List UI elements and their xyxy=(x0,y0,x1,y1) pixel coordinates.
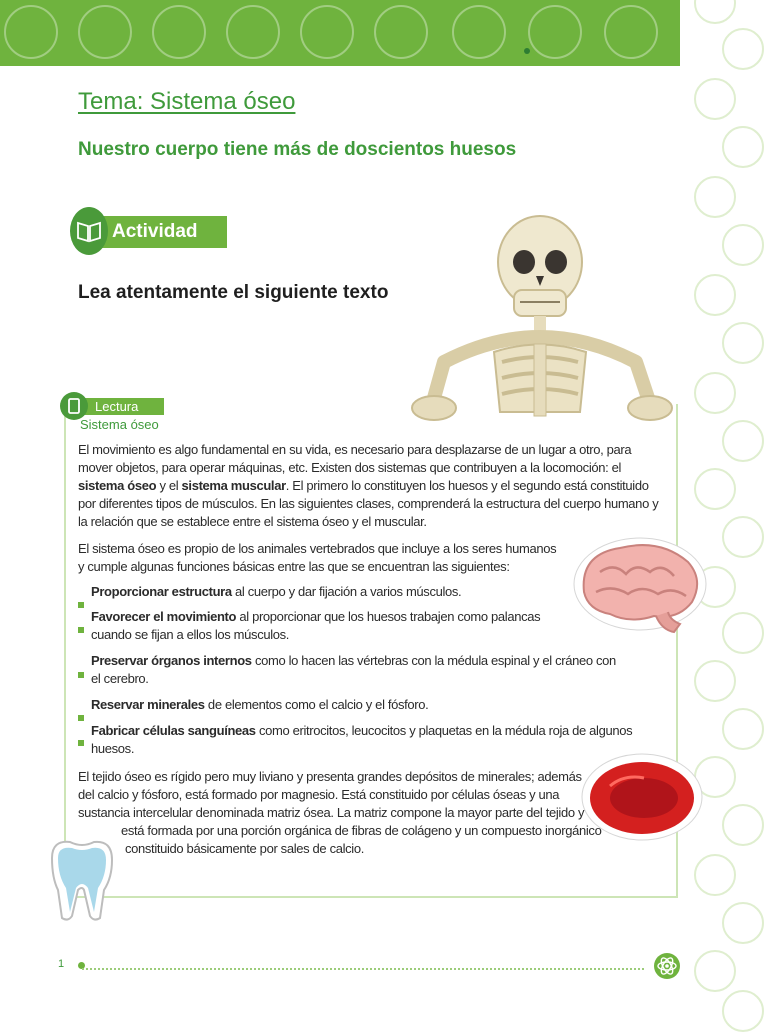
reading-paragraph-1-line-1: El movimiento es algo fundamental en su vida, es necesario para desplazarse de un lugar a otro, para xyxy=(78,442,632,457)
function-text: como eritrocitos, leucocitos y plaquetas en la médula roja de algunos xyxy=(255,723,633,738)
page-number: 1 xyxy=(58,958,65,970)
function-item-1 xyxy=(91,583,461,601)
reading-paragraph-3-line-3: sustancia intercelular denominada matriz ósea. La matriz compone la mayor parte del tejido y xyxy=(78,805,585,820)
skeleton-illustration xyxy=(404,212,688,426)
function-item-5-line-2: huesos. xyxy=(91,741,135,756)
function-term: Favorecer el movimiento xyxy=(91,609,237,624)
function-item-4 xyxy=(91,696,428,714)
hexagon-molecule-icon xyxy=(4,5,58,59)
book-icon xyxy=(70,207,108,255)
atom-icon xyxy=(452,5,506,59)
dna-icon xyxy=(226,5,280,59)
reading-paragraph-3-line-5: constituido básicamente por sales de calcio. xyxy=(125,841,364,856)
flask-icon xyxy=(722,804,764,846)
reading-paragraph-3-line-4: está formada por una porción orgánica de fibras de colágeno y un compuesto inorgánico xyxy=(121,823,602,838)
microscope-icon xyxy=(694,78,736,120)
reading-paragraph-1-line-3 xyxy=(78,477,649,495)
bullet xyxy=(78,602,84,608)
molecule-icon xyxy=(374,5,428,59)
activity-label: Actividad xyxy=(112,221,198,242)
function-text: de elementos como el calcio y el fósforo. xyxy=(204,697,429,712)
test-tube-icon xyxy=(152,5,206,59)
bullet xyxy=(78,627,84,633)
frog-icon xyxy=(722,902,764,944)
reading-badge-label: Lectura xyxy=(95,399,139,414)
function-item-2-line-2: cuando se fijan a ellos los músculos. xyxy=(91,627,290,642)
petri-dish-icon xyxy=(78,5,132,59)
function-text: al cuerpo y dar fijación a varios músculos. xyxy=(231,584,462,599)
text-fragment: . El primero lo constituyen los huesos y el segundo está constituido xyxy=(285,478,649,493)
function-term: Fabricar células sanguíneas xyxy=(91,723,256,738)
frog-icon xyxy=(694,372,736,414)
flask-icon xyxy=(722,28,764,70)
header-banner xyxy=(0,0,680,66)
frog-icon xyxy=(300,5,354,59)
reading-paragraph-3-line-2: del calcio y fósforo, está formado por magnesio. Está constituido por células óseas y una xyxy=(78,787,560,802)
molecule-icon xyxy=(694,274,736,316)
flask-icon xyxy=(722,420,764,462)
flask-icon xyxy=(722,708,764,750)
footprint-icon xyxy=(722,990,764,1032)
page-title: Tema: Sistema óseo xyxy=(78,88,296,115)
atom-icon xyxy=(694,0,736,24)
footer-dotted-line xyxy=(82,968,644,970)
function-term: Preservar órganos internos xyxy=(91,653,252,668)
reading-paragraph-3-line-1: El tejido óseo es rígido pero muy liviano y presenta grandes depósitos de minerales; además xyxy=(78,769,582,784)
function-item-2 xyxy=(91,608,540,626)
text-fragment: y el xyxy=(156,478,182,493)
atom-icon xyxy=(694,660,736,702)
term-sistema-muscular: sistema muscular xyxy=(181,478,286,493)
activity-instruction: Lea atentamente el siguiente texto xyxy=(78,282,389,303)
bullet xyxy=(78,672,84,678)
page-subtitle: Nuestro cuerpo tiene más de doscientos huesos xyxy=(78,139,517,160)
decorative-dot xyxy=(524,48,530,54)
side-decoration xyxy=(690,0,768,1024)
microscope-icon xyxy=(722,612,764,654)
tooth-illustration xyxy=(44,838,120,924)
brain-illustration xyxy=(570,532,710,642)
microscope-icon xyxy=(528,5,582,59)
flask-icon xyxy=(722,516,764,558)
test-tube-icon xyxy=(694,176,736,218)
function-text: como lo hacen las vértebras con la médula espinal y el cráneo con xyxy=(251,653,616,668)
frog-icon xyxy=(722,224,764,266)
term-sistema-oseo: sistema óseo xyxy=(78,478,157,493)
test-tube-icon xyxy=(694,468,736,510)
bullet xyxy=(78,740,84,746)
reading-paragraph-1-line-2: mover objetos, para operar máquinas, etc. Existen dos sistemas que contribuyen a la locomoción: el xyxy=(78,460,622,475)
flask-icon xyxy=(722,126,764,168)
function-term: Proporcionar estructura xyxy=(91,584,232,599)
reading-title: Sistema óseo xyxy=(80,417,159,432)
function-item-3 xyxy=(91,652,616,670)
function-term: Reservar minerales xyxy=(91,697,205,712)
reading-paragraph-1-line-5: la relación que se establece entre el sistema óseo y el muscular. xyxy=(78,514,427,529)
test-tube-icon xyxy=(694,854,736,896)
molecule-icon xyxy=(694,950,736,992)
reading-paragraph-2-line-2: y cumple algunas funciones básicas entre las que se encuentran las siguientes: xyxy=(78,559,510,574)
flask-icon xyxy=(604,5,658,59)
reading-paragraph-1-line-4: por diferentes tipos de músculos. En las siguientes clases, comprenderá la estructura del cuerpo humano y xyxy=(78,496,659,511)
tablet-icon xyxy=(60,392,88,420)
atom-icon xyxy=(654,953,680,979)
footprint-icon xyxy=(722,322,764,364)
function-item-5 xyxy=(91,722,632,740)
function-item-3-line-2: el cerebro. xyxy=(91,671,149,686)
reading-paragraph-2-line-1: El sistema óseo es propio de los animales vertebrados que incluye a los seres humanos xyxy=(78,541,557,556)
function-text: al proporcionar que los huesos trabajen como palancas xyxy=(236,609,541,624)
bullet xyxy=(78,715,84,721)
